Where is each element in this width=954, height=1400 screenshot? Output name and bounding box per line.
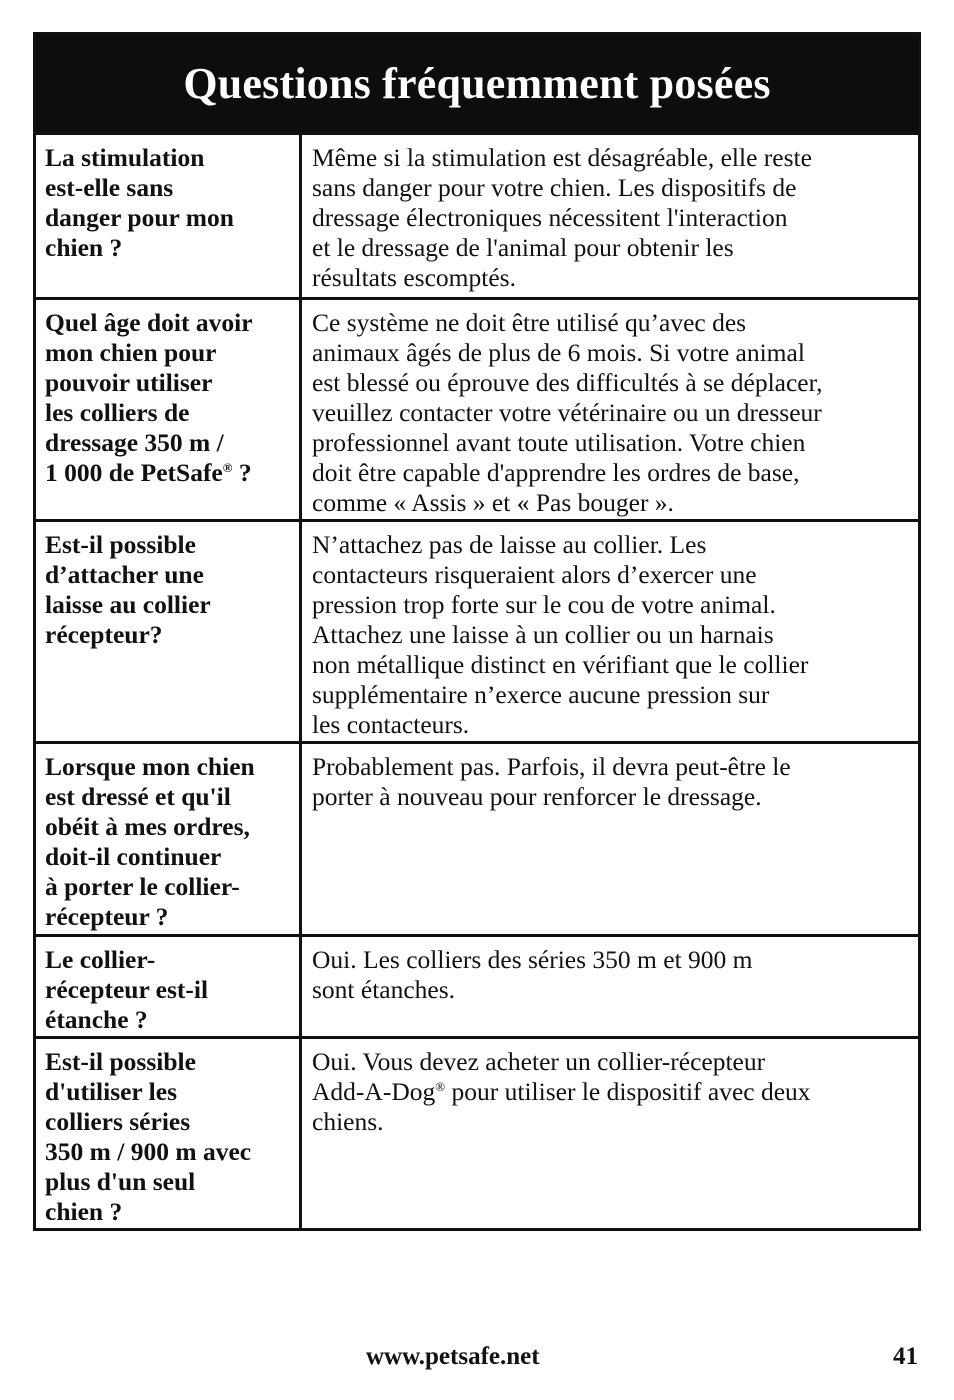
registered-mark: ® bbox=[222, 460, 233, 475]
question-line: pouvoir utiliser bbox=[45, 368, 213, 397]
faq-answer bbox=[302, 1039, 918, 1228]
faq-answer bbox=[302, 744, 918, 934]
page-number: 41 bbox=[893, 1343, 918, 1370]
answer-line: Attachez une laisse à un collier ou un harnais bbox=[312, 620, 774, 649]
question-line: laisse au collier bbox=[45, 590, 211, 619]
faq-row bbox=[36, 741, 918, 934]
question-line: Le collier- bbox=[45, 945, 156, 974]
answer-line: comme « Assis » et « Pas bouger ». bbox=[312, 488, 674, 517]
answer-line: doit être capable d'apprendre les ordres de base, bbox=[312, 458, 800, 487]
answer-line: Probablement pas. Parfois, il devra peut-être le bbox=[312, 752, 791, 781]
faq-row bbox=[36, 297, 918, 519]
page-title: Questions fréquemment posées bbox=[183, 58, 771, 108]
answer-line: non métallique distinct en vérifiant que le collier bbox=[312, 650, 809, 679]
question-text: ? bbox=[232, 458, 252, 487]
question-line: dressage 350 m / bbox=[45, 428, 224, 457]
question-line: Est-il possible bbox=[45, 1047, 196, 1076]
answer-line: contacteurs risqueraient alors d’exercer une bbox=[312, 560, 757, 589]
registered-mark: ® bbox=[435, 1079, 446, 1094]
question-line: mon chien pour bbox=[45, 338, 217, 367]
footer-website: www.petsafe.net bbox=[366, 1343, 540, 1370]
answer-line: est blessé ou éprouve des difficultés à se déplacer, bbox=[312, 368, 823, 397]
faq-question bbox=[36, 135, 302, 297]
faq-question bbox=[36, 300, 302, 519]
faq-row bbox=[36, 519, 918, 741]
faq-answer bbox=[302, 937, 918, 1036]
question-line: obéit à mes ordres, bbox=[45, 812, 250, 841]
question-line: est dressé et qu'il bbox=[45, 782, 231, 811]
question-line: doit-il continuer bbox=[45, 842, 222, 871]
answer-line: veuillez contacter votre vétérinaire ou un dresseur bbox=[312, 398, 822, 427]
answer-line: Même si la stimulation est désagréable, elle reste bbox=[312, 143, 812, 172]
answer-line: les contacteurs. bbox=[312, 710, 470, 739]
answer-line: et le dressage de l'animal pour obtenir les bbox=[312, 233, 734, 262]
answer-text: Add-A-Dog bbox=[312, 1077, 436, 1106]
answer-line: dressage électroniques nécessitent l'interaction bbox=[312, 203, 788, 232]
answer-line: supplémentaire n’exerce aucune pression sur bbox=[312, 680, 770, 709]
answer-line: professionnel avant toute utilisation. Votre chien bbox=[312, 428, 806, 457]
answer-line: animaux âgés de plus de 6 mois. Si votre animal bbox=[312, 338, 805, 367]
question-line: colliers séries bbox=[45, 1107, 191, 1136]
question-line: Quel âge doit avoir bbox=[45, 308, 253, 337]
question-line: à porter le collier- bbox=[45, 872, 240, 901]
answer-line: sans danger pour votre chien. Les dispositifs de bbox=[312, 173, 797, 202]
question-line: La stimulation bbox=[45, 143, 205, 172]
faq-answer bbox=[302, 300, 918, 519]
answer-text: pour utiliser le dispositif avec deux bbox=[445, 1077, 811, 1106]
faq-question bbox=[36, 937, 302, 1036]
answer-line: sont étanches. bbox=[312, 975, 456, 1004]
question-line: d'utiliser les bbox=[45, 1077, 177, 1106]
question-text: 1 000 de PetSafe bbox=[45, 458, 223, 487]
answer-line: résultats escomptés. bbox=[312, 263, 516, 292]
question-line: Lorsque mon chien bbox=[45, 752, 255, 781]
question-line: récepteur? bbox=[45, 620, 163, 649]
answer-line: pression trop forte sur le cou de votre animal. bbox=[312, 590, 776, 619]
question-line bbox=[45, 458, 293, 488]
faq-row bbox=[36, 934, 918, 1036]
faq-answer bbox=[302, 522, 918, 741]
question-line: est-elle sans bbox=[45, 173, 174, 202]
question-line: 350 m / 900 m avec bbox=[45, 1137, 252, 1166]
faq-answer bbox=[302, 135, 918, 297]
answer-line: Ce système ne doit être utilisé qu’avec des bbox=[312, 308, 747, 337]
faq-question bbox=[36, 1039, 302, 1228]
answer-line bbox=[312, 1077, 912, 1107]
question-line: récepteur est-il bbox=[45, 975, 209, 1004]
question-line: étanche ? bbox=[45, 1005, 148, 1034]
faq-question bbox=[36, 744, 302, 934]
answer-line: Oui. Les colliers des séries 350 m et 900 m bbox=[312, 945, 753, 974]
answer-line: Oui. Vous devez acheter un collier-récepteur bbox=[312, 1047, 766, 1076]
faq-row bbox=[36, 132, 918, 297]
question-line: danger pour mon bbox=[45, 203, 234, 232]
answer-line: N’attachez pas de laisse au collier. Les bbox=[312, 530, 707, 559]
question-line: Est-il possible bbox=[45, 530, 196, 559]
question-line: récepteur ? bbox=[45, 902, 169, 931]
question-line: les colliers de bbox=[45, 398, 190, 427]
question-line: chien ? bbox=[45, 233, 123, 262]
answer-line: chiens. bbox=[312, 1107, 384, 1136]
faq-header bbox=[36, 35, 918, 132]
question-line: d’attacher une bbox=[45, 560, 204, 589]
question-line: plus d'un seul bbox=[45, 1167, 196, 1196]
answer-line: porter à nouveau pour renforcer le dressage. bbox=[312, 782, 762, 811]
faq-row bbox=[36, 1036, 918, 1228]
question-line: chien ? bbox=[45, 1197, 123, 1226]
faq-table bbox=[33, 32, 921, 1231]
faq-question bbox=[36, 522, 302, 741]
